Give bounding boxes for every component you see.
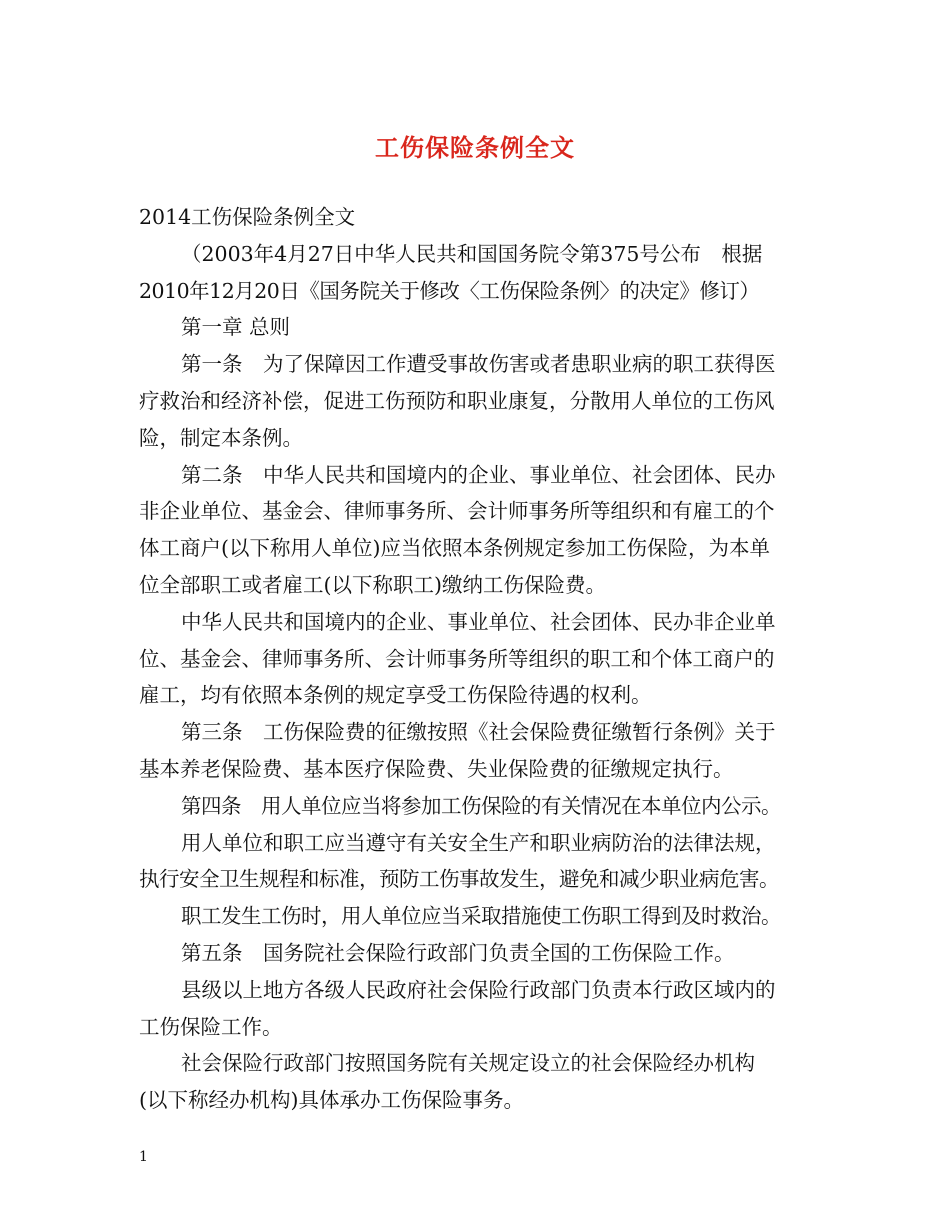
body-line: （2003年4月27日中华人民共和国国务院令第375号公布 根据: [181, 241, 763, 266]
body-line: 位、基金会、律师事务所、会计师事务所等组织的职工和个体工商户的: [139, 646, 775, 671]
body-line: 第一条 为了保障因工作遭受事故伤害或者患职业病的职工获得医: [181, 352, 776, 377]
body-line: 基本养老保险费、基本医疗保险费、失业保险费的征缴规定执行。: [139, 756, 734, 781]
body-line: 用人单位和职工应当遵守有关安全生产和职业病防治的法律法规，: [181, 830, 776, 855]
body-line: 2010年12月20日《国务院关于修改〈工伤保险条例〉的决定》修订）: [139, 278, 760, 303]
page-number: 1: [139, 1149, 148, 1165]
body-line: 工伤保险工作。: [139, 1014, 283, 1039]
body-line: 非企业单位、基金会、律师事务所、会计师事务所等组织和有雇工的个: [139, 499, 775, 524]
chapter-heading: 第一章 总则: [181, 315, 291, 340]
body-line: 体工商户(以下称用人单位)应当依照本条例规定参加工伤保险，为本单: [139, 536, 770, 561]
body-line: 第五条 国务院社会保险行政部门负责全国的工伤保险工作。: [181, 940, 735, 965]
body-line: 第四条 用人单位应当将参加工伤保险的有关情况在本单位内公示。: [181, 793, 781, 818]
body-line: 雇工，均有依照本条例的规定享受工伤保险待遇的权利。: [139, 683, 652, 708]
body-line: 险，制定本条例。: [139, 425, 303, 450]
body-line: 执行安全卫生规程和标准，预防工伤事故发生，避免和减少职业病危害。: [139, 867, 779, 892]
body-line: 第三条 工伤保险费的征缴按照《社会保险费征缴暂行条例》关于: [181, 720, 776, 745]
body-line: (以下称经办机构)具体承办工伤保险事务。: [139, 1088, 524, 1113]
document-body: [139, 199, 819, 1119]
body-line: 第二条 中华人民共和国境内的企业、事业单位、社会团体、民办: [181, 462, 776, 487]
body-line: 位全部职工或者雇工(以下称职工)缴纳工伤保险费。: [139, 572, 606, 597]
document-title: 工伤保险条例全文: [375, 133, 575, 162]
body-line: 社会保险行政部门按照国务院有关规定设立的社会保险经办机构: [181, 1051, 755, 1076]
body-line: 职工发生工伤时，用人单位应当采取措施使工伤职工得到及时救治。: [181, 904, 781, 929]
body-line: 疗救治和经济补偿，促进工伤预防和职业康复，分散用人单位的工伤风: [139, 388, 775, 413]
body-line: 县级以上地方各级人民政府社会保险行政部门负责本行政区域内的: [181, 977, 776, 1002]
body-line: 2014工伤保险条例全文: [139, 205, 356, 229]
body-line: 中华人民共和国境内的企业、事业单位、社会团体、民办非企业单: [181, 609, 776, 634]
